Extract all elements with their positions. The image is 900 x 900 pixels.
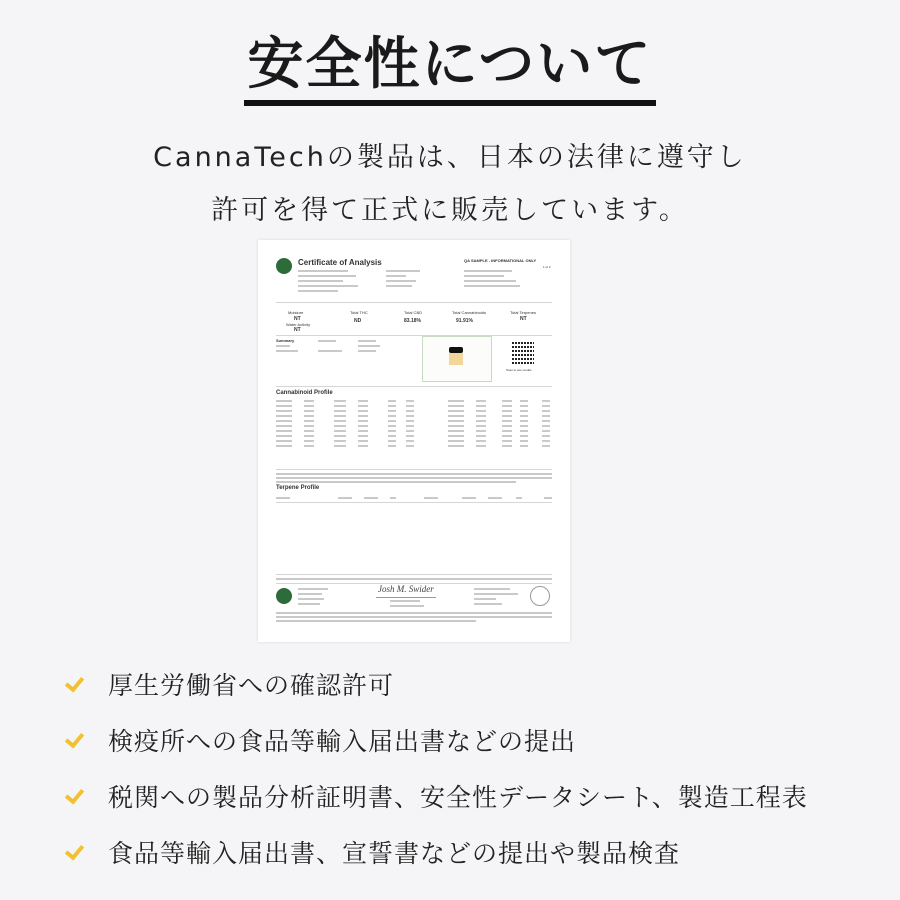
coa-table-cell: [448, 445, 464, 447]
coa-scan-text: Scan to see results: [506, 368, 532, 372]
coa-table-cell: [358, 430, 368, 432]
coa-table-cell: [358, 415, 368, 417]
coa-table-cell: [388, 435, 396, 437]
check-item: [64, 656, 808, 712]
check-icon: [64, 841, 86, 863]
coa-table-cell: [276, 415, 292, 417]
coa-table-cell: [406, 420, 414, 422]
coa-table-cell: [502, 410, 512, 412]
title-wrap: [0, 30, 900, 106]
coa-summary-label-3: Total Cannabinoids: [452, 310, 487, 315]
coa-table-cell: [476, 410, 486, 412]
coa-table-cell: [358, 410, 368, 412]
coa-table-cell: [520, 435, 528, 437]
coa-table-cell: [304, 400, 314, 402]
coa-table-cell: [502, 400, 512, 402]
coa-table-cell: [406, 410, 414, 412]
coa-table-cell: [388, 415, 396, 417]
intro-line-2: 許可を得て正式に販売しています。: [211, 195, 689, 226]
coa-table-cell: [304, 445, 314, 447]
coa-footer-logo: [276, 588, 292, 604]
coa-table-cell: [448, 420, 464, 422]
coa-signature: Josh M. Swider: [378, 584, 434, 594]
coa-summary-label-0: Moisture: [288, 310, 304, 315]
coa-table-cell: [520, 405, 528, 407]
certificate-of-analysis-image: [258, 240, 570, 642]
coa-table-cell: [334, 415, 346, 417]
page-title: 安全性について: [244, 30, 657, 106]
coa-table-cell: [358, 425, 368, 427]
coa-table-cell: [358, 440, 368, 442]
coa-table-cell: [358, 420, 368, 422]
coa-table-cell: [520, 400, 528, 402]
coa-table-cell: [304, 405, 314, 407]
coa-product-photo: [422, 336, 492, 382]
coa-table-cell: [502, 440, 512, 442]
coa-table-cell: [448, 425, 464, 427]
check-icon: [64, 673, 86, 695]
coa-table-cell: [476, 430, 486, 432]
coa-table-cell: [476, 425, 486, 427]
coa-table-cell: [334, 410, 346, 412]
coa-table-cell: [542, 410, 550, 412]
coa-table-cell: [334, 445, 346, 447]
coa-table-cell: [542, 430, 550, 432]
coa-summary-label-1: Total THC: [350, 310, 368, 315]
coa-table-cell: [276, 400, 292, 402]
check-item: [64, 768, 808, 824]
coa-table-cell: [406, 425, 414, 427]
coa-terpene-section: Terpene Profile: [276, 485, 320, 491]
coa-table-cell: [406, 430, 414, 432]
coa-table-cell: [388, 440, 396, 442]
check-label: 厚生労働省への確認許可: [108, 671, 395, 700]
coa-table-cell: [542, 400, 550, 402]
coa-table-cell: [542, 415, 550, 417]
coa-table-cell: [448, 430, 464, 432]
coa-table-cell: [406, 440, 414, 442]
check-item: [64, 824, 808, 880]
coa-table-cell: [334, 425, 346, 427]
coa-table-cell: [276, 430, 292, 432]
coa-table-cell: [388, 425, 396, 427]
coa-table-cell: [334, 405, 346, 407]
coa-table-cell: [476, 415, 486, 417]
coa-seal: [530, 586, 550, 606]
coa-table-cell: [388, 400, 396, 402]
coa-table-cell: [304, 415, 314, 417]
coa-table-cell: [542, 435, 550, 437]
coa-water-activity-label: Water Activity: [286, 322, 311, 327]
coa-summary-value-4: NT: [520, 316, 527, 322]
coa-logo: [276, 258, 292, 274]
coa-table-cell: [542, 420, 550, 422]
coa-table-cell: [304, 410, 314, 412]
coa-table-cell: [358, 405, 368, 407]
coa-table-cell: [358, 445, 368, 447]
coa-table-cell: [520, 410, 528, 412]
coa-table-cell: [448, 410, 464, 412]
coa-table-cell: [406, 415, 414, 417]
coa-page: 1 of 2: [543, 265, 551, 269]
coa-heading: Certificate of Analysis: [298, 258, 382, 267]
coa-table-cell: [502, 435, 512, 437]
coa-table-cell: [448, 400, 464, 402]
coa-summary-value-0: NT: [294, 316, 301, 322]
coa-cannabinoid-section: Cannabinoid Profile: [276, 390, 333, 396]
coa-table-cell: [388, 445, 396, 447]
coa-summary-label-4: Total Terpenes: [510, 310, 536, 315]
coa-table-cell: [334, 435, 346, 437]
coa-table-cell: [304, 440, 314, 442]
coa-table-cell: [542, 425, 550, 427]
coa-water-activity-value: NT: [294, 327, 301, 333]
coa-table-cell: [542, 405, 550, 407]
coa-table-cell: [520, 420, 528, 422]
coa-table-cell: [358, 400, 368, 402]
coa-table-cell: [476, 445, 486, 447]
coa-table-cell: [542, 445, 550, 447]
check-label: 検疫所への食品等輸入届出書などの提出: [108, 727, 577, 756]
coa-table-cell: [304, 430, 314, 432]
coa-table-cell: [304, 435, 314, 437]
coa-table-cell: [448, 435, 464, 437]
coa-table-cell: [358, 435, 368, 437]
coa-table-cell: [520, 425, 528, 427]
coa-table-cell: [406, 405, 414, 407]
coa-table-cell: [276, 425, 292, 427]
coa-table-cell: [334, 430, 346, 432]
coa-table-cell: [276, 420, 292, 422]
check-icon: [64, 729, 86, 751]
check-item: [64, 712, 808, 768]
checklist: [64, 656, 808, 880]
coa-summary-value-3: 91.91%: [456, 318, 473, 324]
coa-table-cell: [388, 420, 396, 422]
coa-table-cell: [334, 400, 346, 402]
coa-table-cell: [476, 405, 486, 407]
coa-table-cell: [520, 415, 528, 417]
coa-table-cell: [520, 440, 528, 442]
jar-body: [449, 353, 463, 365]
coa-table-cell: [476, 440, 486, 442]
coa-table-cell: [334, 420, 346, 422]
coa-table-cell: [406, 445, 414, 447]
check-label: 税関への製品分析証明書、安全性データシート、製造工程表: [108, 783, 808, 812]
coa-table-cell: [502, 405, 512, 407]
coa-table-cell: [502, 425, 512, 427]
coa-table-cell: [520, 445, 528, 447]
coa-table-cell: [448, 405, 464, 407]
coa-qr-code: [512, 342, 534, 364]
coa-table-cell: [406, 435, 414, 437]
coa-table-cell: [388, 430, 396, 432]
coa-table-cell: [388, 410, 396, 412]
coa-table-cell: [276, 410, 292, 412]
check-label: 食品等輸入届出書、宣誓書などの提出や製品検査: [108, 839, 681, 868]
intro-line-1: CannaTechの製品は、日本の法律に遵守し: [153, 142, 747, 173]
coa-table-cell: [448, 415, 464, 417]
coa-summary-value-1: ND: [354, 318, 362, 324]
coa-table-cell: [304, 425, 314, 427]
coa-summary-section: Summary: [276, 338, 295, 343]
coa-table-cell: [502, 420, 512, 422]
coa-table-cell: [276, 440, 292, 442]
coa-table-cell: [276, 435, 292, 437]
coa-table-cell: [520, 430, 528, 432]
coa-summary-label-2: Total CBD: [404, 310, 423, 315]
coa-table-cell: [542, 440, 550, 442]
coa-table-cell: [476, 400, 486, 402]
coa-summary-value-2: 83.18%: [404, 318, 421, 324]
coa-table-cell: [502, 445, 512, 447]
coa-table-cell: [334, 440, 346, 442]
coa-table-cell: [476, 420, 486, 422]
coa-table-cell: [406, 400, 414, 402]
coa-table-cell: [476, 435, 486, 437]
coa-table-cell: [388, 405, 396, 407]
check-icon: [64, 785, 86, 807]
coa-table-cell: [276, 445, 292, 447]
coa-table-cell: [304, 420, 314, 422]
coa-table-cell: [448, 440, 464, 442]
coa-table-cell: [502, 415, 512, 417]
coa-table-cell: [276, 405, 292, 407]
coa-table-cell: [502, 430, 512, 432]
coa-sample-label: QA SAMPLE - INFORMATIONAL ONLY: [464, 258, 537, 263]
